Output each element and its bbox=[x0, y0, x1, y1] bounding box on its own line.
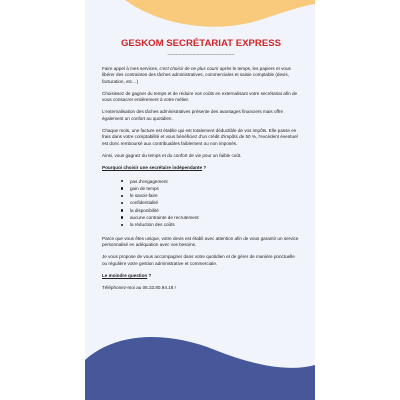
document-title: GESKOM SECRÉTARIAT EXPRESS bbox=[120, 38, 282, 49]
bullet-icon bbox=[121, 195, 123, 197]
title-separator: ------------------------------------------------ bbox=[167, 52, 235, 57]
paragraph-personalized-quote: Parce que vous êtes unique, votre devis est établi avec attention afin de vous garantir un service personnalisé en adéquation avec vos besoins. bbox=[102, 235, 299, 247]
intro-text-italic: c'est choisir de ne plus courir bbox=[159, 66, 219, 71]
document-body bbox=[102, 38, 300, 291]
bullet-icon bbox=[121, 187, 123, 189]
list-item bbox=[102, 214, 300, 221]
bullet-icon bbox=[121, 216, 123, 218]
document-sheet bbox=[85, 0, 315, 400]
bullet-icon bbox=[121, 180, 123, 182]
top-wave-shape bbox=[125, 0, 315, 27]
paragraph-summary: Ainsi, vous gagnez du temps et du confort de vie pour un faible coût. bbox=[102, 152, 242, 158]
list-item-label: la disponibilité bbox=[130, 207, 159, 213]
bullet-icon bbox=[121, 224, 123, 226]
list-item bbox=[102, 178, 300, 185]
why-heading-suffix: ? bbox=[202, 165, 207, 171]
list-item-label: gain de temps bbox=[130, 185, 159, 191]
list-item bbox=[102, 207, 300, 214]
benefits-list bbox=[102, 178, 300, 229]
list-item bbox=[102, 199, 300, 206]
question-heading: Le moindre question bbox=[102, 272, 148, 278]
phone-line: Téléphonez-moi au 06.33.80.94.18 ! bbox=[102, 285, 176, 291]
list-item-label: aucune contrainte de recrutement bbox=[130, 215, 199, 221]
list-item-label: le savoir-faire bbox=[130, 193, 158, 199]
why-section-heading-line bbox=[102, 165, 300, 171]
question-heading-line bbox=[102, 273, 300, 279]
bullet-icon bbox=[121, 209, 123, 211]
list-item-label: pas d'engagement bbox=[130, 178, 168, 184]
bullet-icon bbox=[121, 202, 123, 204]
bottom-wave-shape bbox=[85, 337, 315, 400]
paragraph-advantages: L'externalisation des tâches administratives présente des avantages financiers mais offre également un confort au quotidien. bbox=[102, 109, 284, 121]
list-item-label: la réduction des coûts bbox=[130, 222, 175, 228]
paragraph-tax-credit: Chaque mois, une facture est établie qui est totalement déductible de vos impôts. Elle passe en frais dans votre comptabilité et vous bénéficiez d'un crédit d'impôts de 50 %, l'excédent éventuel est donc remboursé aux contribuables faiblement ou non imposés. bbox=[102, 128, 298, 146]
list-item-label: confidentialité bbox=[130, 200, 159, 206]
list-item bbox=[102, 192, 300, 199]
paragraph-costs: Choisissez de gagner du temps et de réduire vos coûts en externalisant votre secrétariat afin de vous consacrer entièrement à votre métier. bbox=[102, 90, 298, 103]
intro-text-start: Faire appel à mes services, bbox=[102, 66, 160, 71]
why-section-heading: Pourquoi choisir une secrétaire indépendante bbox=[102, 165, 203, 171]
list-item bbox=[102, 221, 300, 228]
paragraph-support: Je vous propose de vous accompagner dans votre quotidien et de gérer de manière ponctuelle ou régulière votre gestion administrative et commerciale. bbox=[102, 254, 295, 266]
list-item bbox=[102, 185, 300, 192]
intro-paragraph bbox=[102, 66, 300, 85]
question-heading-suffix: ? bbox=[147, 272, 152, 278]
intro-text-end: après le temps, les papiers et vous libérer des contraintes des tâches administratives, commerciales et saisie comptable (devis, facturation, etc…) bbox=[102, 66, 291, 84]
